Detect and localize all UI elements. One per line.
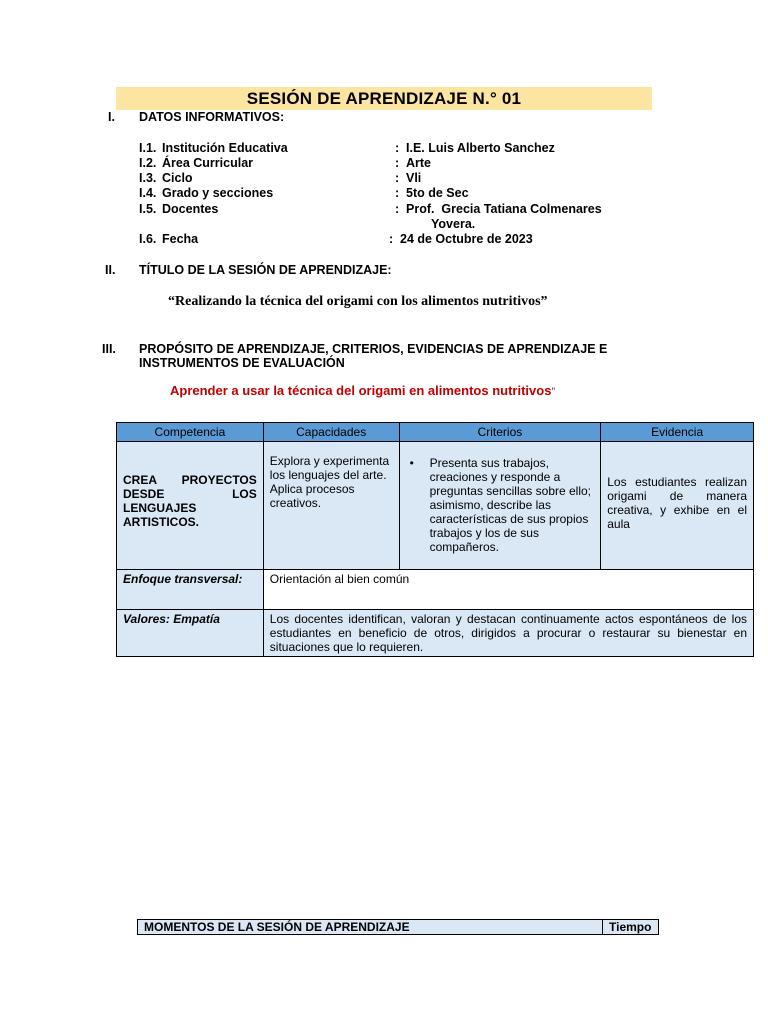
header-competencia: Competencia: [117, 423, 264, 442]
competencia-text: CREA PROYECTOS DESDE LOS LENGUAJES ARTISTICOS.: [123, 472, 257, 529]
criterio-item: [406, 456, 595, 554]
section-3-number: III.: [102, 342, 116, 356]
header-criterios: Criterios: [399, 423, 601, 442]
dato-label: Institución Educativa: [162, 141, 288, 155]
dato-code: I.4.: [139, 186, 157, 200]
valores-label: Valores: Empatía: [117, 610, 264, 657]
enfoque-label: Enfoque transversal:: [117, 570, 264, 610]
momentos-header: MOMENTOS DE LA SESIÓN DE APRENDIZAJE: [138, 920, 603, 935]
dato-label: Grado y secciones: [162, 186, 274, 200]
evidencia-text: Los estudiantes realizan origami de manera creativa, y exhibe en el aula: [607, 474, 747, 531]
cell-evidencia: [601, 442, 754, 570]
dato-code: I.6.: [139, 232, 157, 246]
tiempo-header: Tiempo: [603, 920, 659, 935]
dato-value: Vli: [406, 171, 422, 185]
dato-value: 24 de Octubre de 2023: [400, 232, 533, 246]
valores-value: Los docentes identifican, valoran y destacan continuamente actos espontáneos de los estudiantes en beneficio de otros, dirigidos a procurar o restaurar su bienestar en situaciones que lo requieren.: [263, 610, 753, 657]
dato-label: Fecha: [162, 232, 199, 246]
dato-colon: :: [395, 141, 400, 155]
section-3-heading-line2: INSTRUMENTOS DE EVALUACIÓN: [139, 356, 345, 370]
cell-capacidades: [263, 442, 399, 570]
dato-value-continued: Yovera.: [431, 217, 476, 231]
cell-competencia: [117, 442, 264, 570]
dato-label: Docentes: [162, 202, 219, 216]
table-header-row: [117, 423, 754, 442]
dato-label: Área Curricular: [162, 156, 254, 170]
section-2-number: II.: [105, 263, 116, 277]
dato-colon: :: [395, 156, 400, 170]
header-capacidades: Capacidades: [263, 423, 399, 442]
dato-value: Arte: [406, 156, 432, 170]
section-1-number: I.: [108, 110, 115, 124]
competency-table: [116, 422, 754, 657]
purpose-line: [170, 382, 555, 400]
table-row: [138, 920, 659, 935]
purpose-text: Aprender a usar la técnica del origami en alimentos nutritivos: [170, 383, 552, 398]
criterio-text: Presenta sus trabajos, creaciones y responde a preguntas sencillas sobre ello; asimismo, describe las características de sus propios trabajos y los de sus compañeros.: [429, 456, 592, 554]
dato-code: I.1.: [139, 141, 157, 155]
dato-code: I.3.: [139, 171, 157, 185]
dato-value: 5to de Sec: [406, 186, 469, 200]
table-row: [117, 442, 754, 570]
section-1-heading: DATOS INFORMATIVOS:: [139, 110, 285, 124]
bullet-icon: •: [409, 456, 414, 470]
dato-code: I.5.: [139, 202, 157, 216]
dato-colon: :: [395, 171, 400, 185]
header-evidencia: Evidencia: [601, 423, 754, 442]
enfoque-value: Orientación al bien común: [263, 570, 753, 610]
purpose-mark: ”: [551, 386, 556, 398]
momentos-table: [137, 919, 659, 935]
dato-colon: :: [395, 186, 400, 200]
capacidades-text: Explora y experimenta los lenguajes del arte. Aplica procesos creativos.: [269, 454, 390, 510]
dato-value: Prof. Grecia Tatiana Colmenares: [406, 202, 602, 216]
session-title-quote: “Realizando la técnica del origami con los alimentos nutritivos”: [168, 294, 548, 309]
cell-criterios: [399, 442, 601, 570]
dato-value: I.E. Luis Alberto Sanchez: [406, 141, 555, 155]
dato-code: I.2.: [139, 156, 157, 170]
table-row: [117, 570, 754, 610]
section-2-heading: TÍTULO DE LA SESIÓN DE APRENDIZAJE:: [139, 263, 392, 277]
table-row: [117, 610, 754, 657]
page-title: SESIÓN DE APRENDIZAJE N.° 01: [246, 89, 522, 108]
dato-label: Ciclo: [162, 171, 193, 185]
dato-colon: :: [395, 202, 400, 216]
dato-colon: :: [389, 232, 394, 246]
section-3-heading-line1: PROPÓSITO DE APRENDIZAJE, CRITERIOS, EVIDENCIAS DE APRENDIZAJE E: [139, 342, 608, 356]
